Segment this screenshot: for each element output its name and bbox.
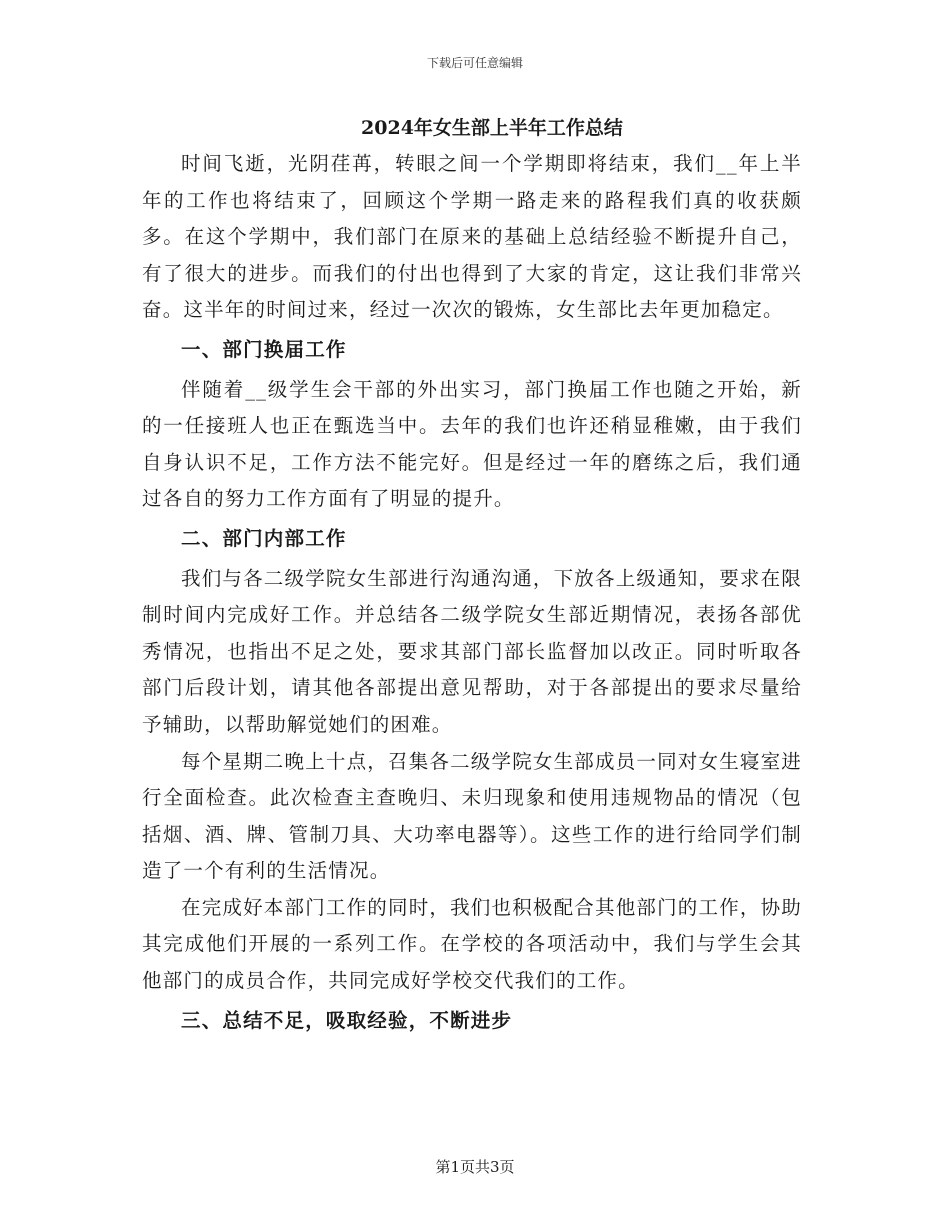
document-body (142, 110, 802, 1042)
section-heading-1: 一、部门换届工作 (181, 337, 347, 361)
section-heading-3: 三、总结不足，吸取经验，不断进步 (181, 1008, 513, 1032)
paragraph-section-2a: 我们与各二级学院女生部进行沟通沟通，下放各上级通知，要求在限制时间内完成好工作。并总结各二级学院女生部近期情况，表扬各部优秀情况，也指出不足之处，要求其部门部长监督加以改正。同时听取各部门后段计划，请其他各部提出意见帮助，对于各部提出的要求尽量给予辅助，以帮助解觉她们的困难。 (142, 566, 803, 736)
paragraph-section-2b: 每个星期二晚上十点，召集各二级学院女生部成员一同对女生寝室进行全面检查。此次检查主查晚归、未归现象和使用违规物品的情况（包括烟、酒、牌、管制刀具、大功率电器等）。这些工作的进行给同学们制造了一个有利的生活情况。 (142, 749, 803, 883)
page-header-note: 下载后可任意编辑 (426, 56, 523, 70)
paragraph-section-2c: 在完成好本部门工作的同时，我们也积极配合其他部门的工作，协助其完成他们开展的一系列工作。在学校的各项活动中，我们与学生会其他部门的成员合作，共同完成好学校交代我们的工作。 (142, 895, 803, 993)
paragraph-intro: 时间飞逝，光阴荏苒，转眼之间一个学期即将结束，我们__年上半年的工作也将结束了，回顾这个学期一路走来的路程我们真的收获颇多。在这个学期中，我们部门在原来的基础上总结经验不断提升自己，有了很大的进步。而我们的付出也得到了大家的肯定，这让我们非常兴奋。这半年的时间过来，经过一次次的锻炼，女生部比去年更加稳定。 (142, 152, 802, 322)
page-number: 第1页共3页 (435, 1158, 515, 1176)
section-heading-2: 二、部门内部工作 (181, 526, 347, 550)
paragraph-section-1: 伴随着__级学生会干部的外出实习，部门换届工作也随之开始，新的一任接班人也正在甄选当中。去年的我们也许还稍显稚嫩，由于我们自身认识不足，工作方法不能完好。但是经过一年的磨练之后，我们通过各自的努力工作方面有了明显的提升。 (142, 377, 802, 511)
document-title: 2024年女生部上半年工作总结 (361, 117, 623, 139)
